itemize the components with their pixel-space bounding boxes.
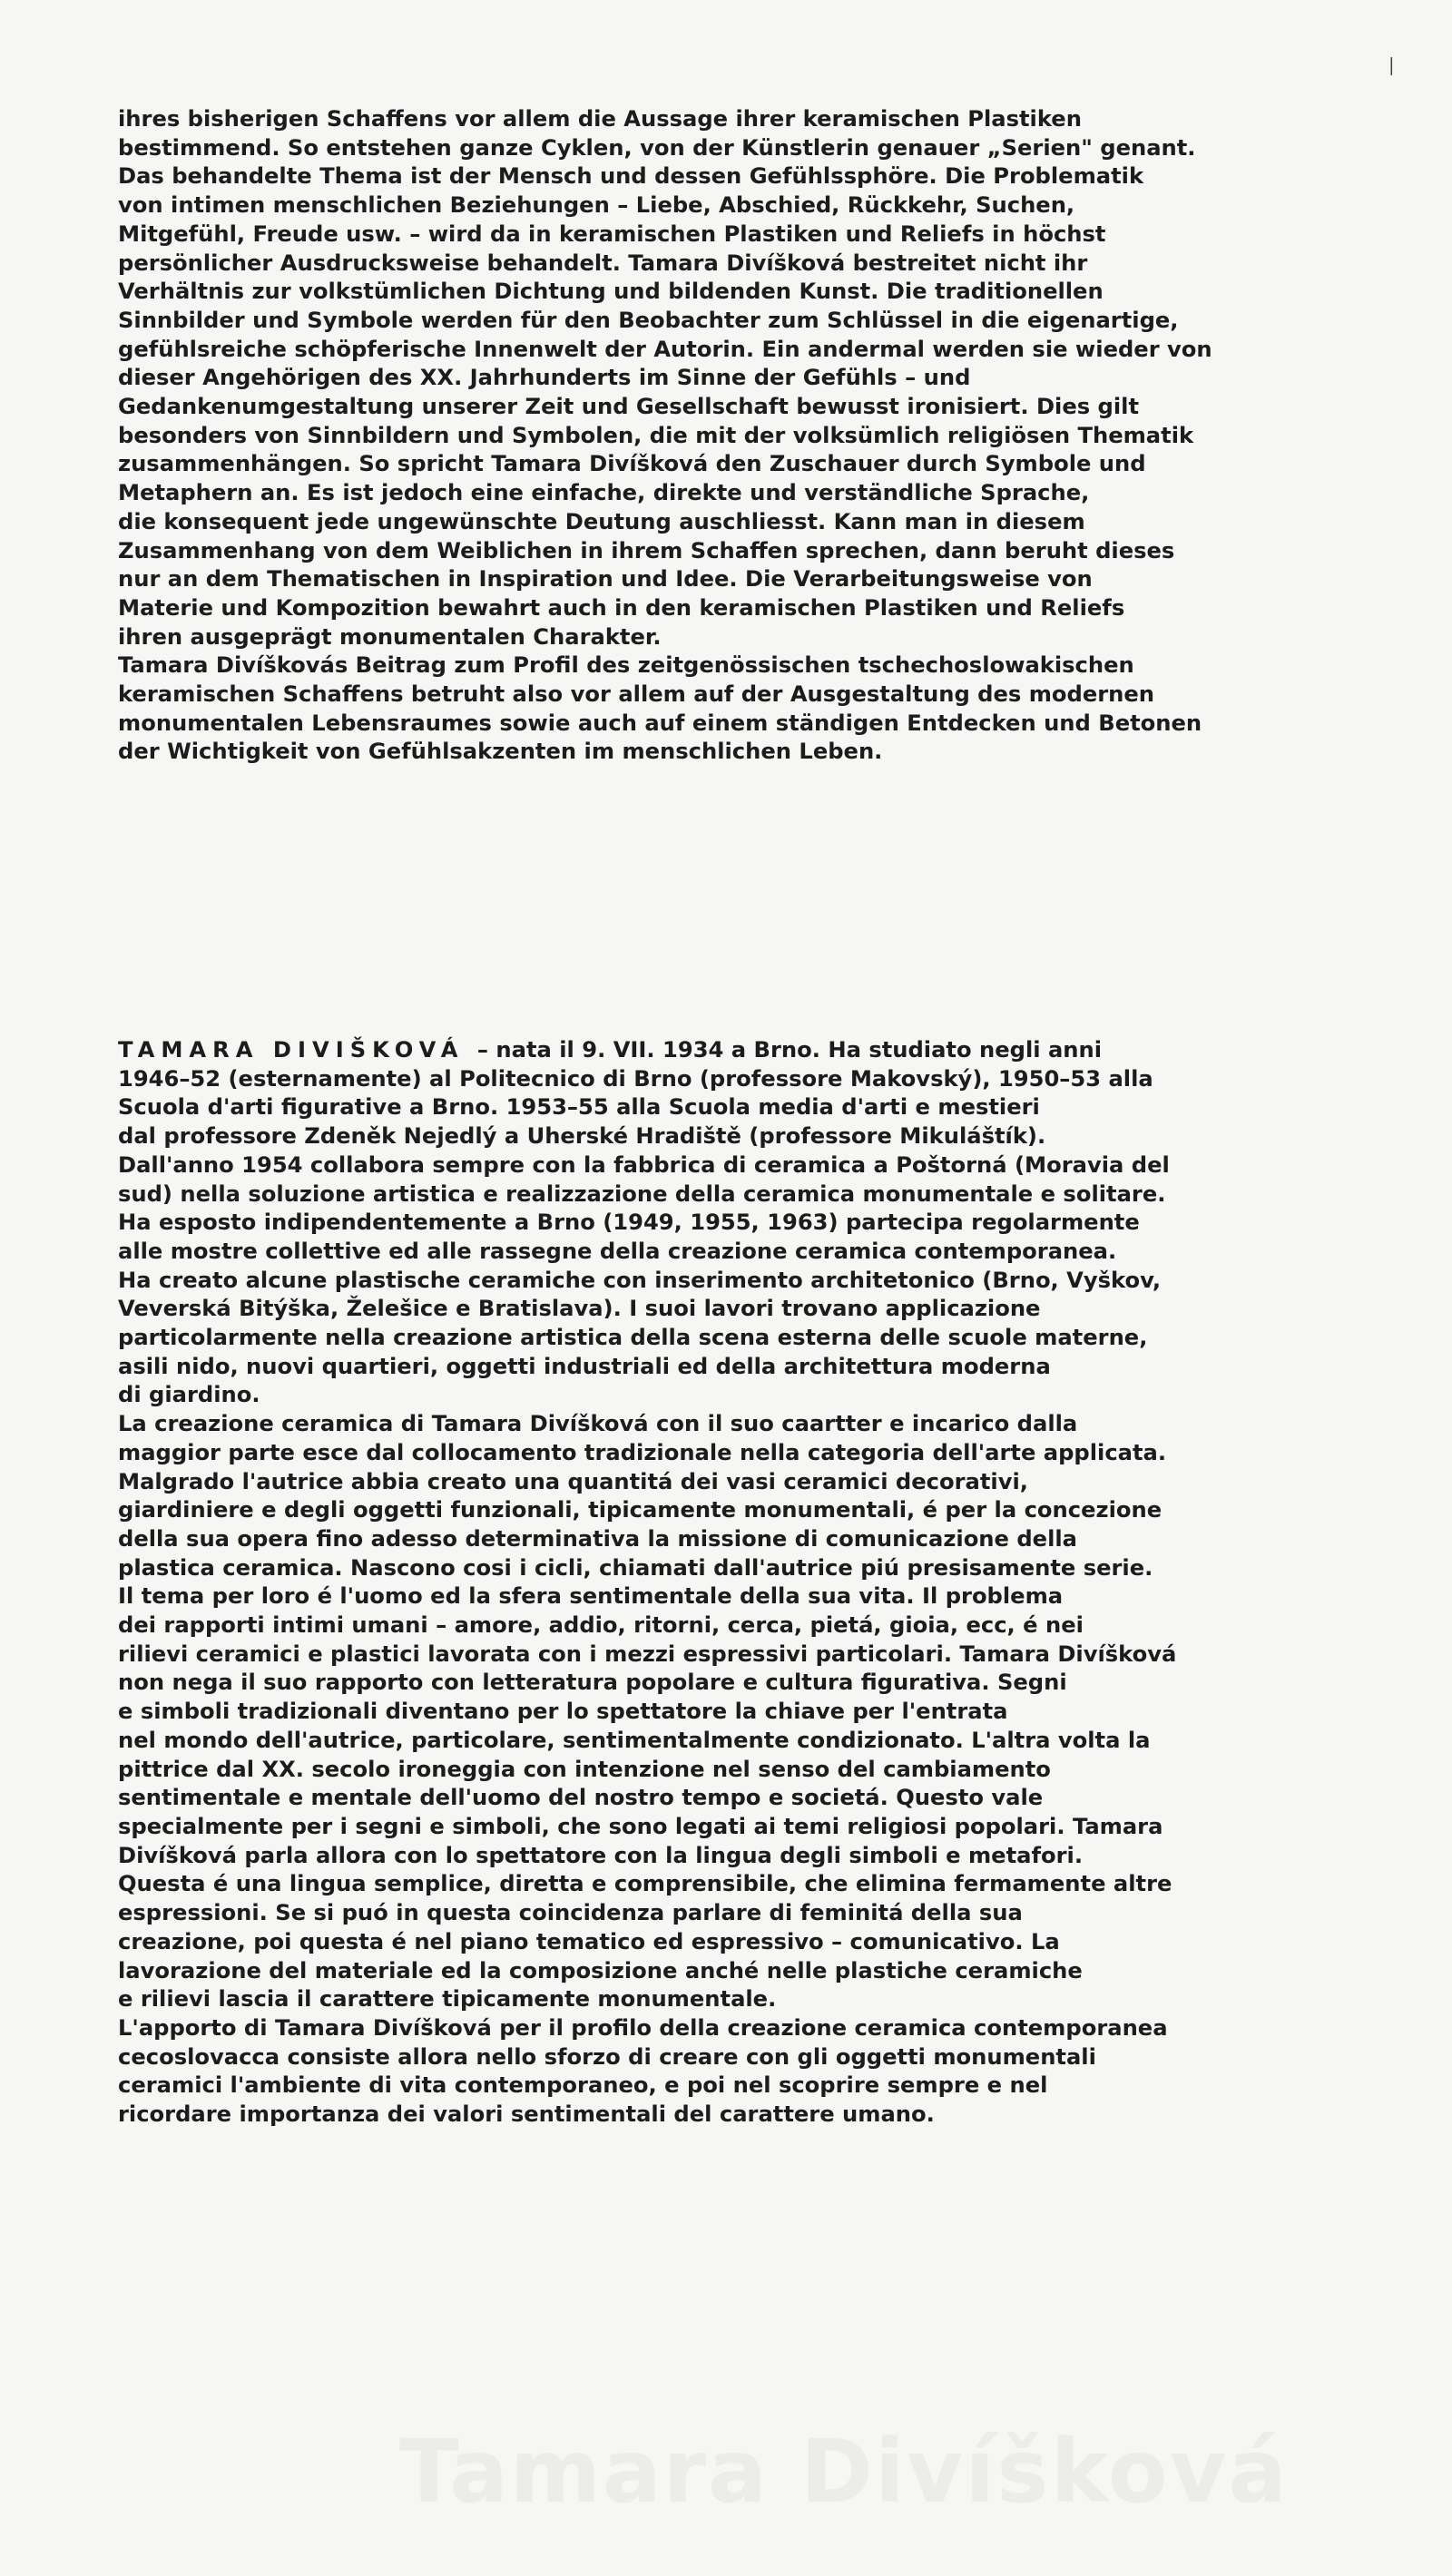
text-line: zusammenhängen. So spricht Tamara Divíšková den Zuschauer durch Symbole und <box>118 451 1146 477</box>
text-line: non nega il suo rapporto con letteratura popolare e cultura figurativa. Segni <box>118 1670 1067 1696</box>
text-line: specialmente per i segni e simboli, che sono legati ai temi religiosi popolari. Tamara <box>118 1813 1163 1839</box>
text-line: Ha esposto indipendentemente a Brno (1949, 1955, 1963) partecipa regolarmente <box>118 1210 1140 1236</box>
text-line: 1946–52 (esternamente) al Politecnico di Brno (professore Makovský), 1950–53 alla <box>118 1065 1153 1092</box>
text-line: Malgrado l'autrice abbia creato una quantitá dei vasi ceramici decorativi, <box>118 1468 1028 1494</box>
text-line: Divíšková parla allora con lo spettatore con la lingua degli simboli e metafori. <box>118 1842 1084 1868</box>
text-line: sentimentale e mentale dell'uomo del nostro tempo e societá. Questo vale <box>118 1785 1044 1811</box>
text-line: Materie und Kompozition bewahrt auch in den keramischen Plastiken und Reliefs <box>118 594 1125 621</box>
text-line: Dall'anno 1954 collabora sempre con la fabbrica di ceramica a Poštorná (Moravia del <box>118 1151 1170 1178</box>
text-line: giardiniere e degli oggetti funzionali, tipicamente monumentali, é per la concezione <box>118 1497 1163 1523</box>
biography-first-line: – nata il 9. VII. 1934 a Brno. Ha studiato negli anni <box>476 1037 1103 1063</box>
text-line: della sua opera fino adesso determinativa la missione di comunicazione della <box>118 1525 1077 1552</box>
page-marker: — <box>1380 56 1403 76</box>
german-text-section <box>118 105 1334 767</box>
text-line: ceramici l'ambiente di vita contemporaneo, e poi nel scoprire sempre e nel <box>118 2072 1048 2099</box>
text-line: Das behandelte Thema ist der Mensch und dessen Gefühlssphöre. Die Problematik <box>118 163 1144 190</box>
text-line: nel mondo dell'autrice, particolare, sentimentalmente condizionato. L'altra volta la <box>118 1727 1151 1753</box>
text-line: der Wichtigkeit von Gefühlsakzenten im menschlichen Leben. <box>118 739 883 765</box>
text-line: Zusammenhang von dem Weiblichen in ihrem Schaffen sprechen, dann beruht dieses <box>118 537 1175 563</box>
text-line: cecoslovacca consiste allora nello sforzo di creare con gli oggetti monumentali <box>118 2043 1096 2070</box>
text-line: Sinnbilder und Symbole werden für den Beobachter zum Schlüssel in die eigenartige, <box>118 307 1179 333</box>
text-line: e simboli tradizionali diventano per lo spettatore la chiave per l'entrata <box>118 1699 1008 1725</box>
text-line: dei rapporti intimi umani – amore, addio, ritorni, cerca, pietá, gioia, ecc, é nei <box>118 1612 1084 1639</box>
text-line: bestimmend. So entstehen ganze Cyklen, von der Künstlerin genauer „Serien" genant. <box>118 134 1196 161</box>
text-line: Il tema per loro é l'uomo ed la sfera sentimentale della sua vita. Il problema <box>118 1583 1064 1610</box>
text-line: lavorazione del materiale ed la composizione anché nelle plastiche ceramiche <box>118 1957 1083 1983</box>
text-line: espressioni. Se si puó in questa coincidenza parlare di feminitá della sua <box>118 1900 1023 1926</box>
watermark-title: Tamara Divíšková <box>399 2421 1290 2522</box>
text-line: creazione, poi questa é nel piano tematico ed espressivo – comunicativo. La <box>118 1928 1060 1954</box>
text-line: pittrice dal XX. secolo ironeggia con intenzione nel senso del cambiamento <box>118 1756 1051 1782</box>
text-line: monumentalen Lebensraumes sowie auch auf einem ständigen Entdecken und Betonen <box>118 710 1202 736</box>
text-line: asili nido, nuovi quartieri, oggetti industriali ed della architettura moderna <box>118 1353 1051 1379</box>
text-line: ihres bisherigen Schaffens vor allem die Aussage ihrer keramischen Plastiken <box>118 106 1082 132</box>
text-line: plastica ceramica. Nascono cosi i cicli, chiamati dall'autrice piú presisamente serie. <box>118 1554 1153 1581</box>
text-line: Ha creato alcune plastische ceramiche con inserimento architetonico (Brno, Vyškov, <box>118 1267 1162 1293</box>
text-line: di giardino. <box>118 1382 260 1408</box>
text-line: keramischen Schaffens betruht also vor allem auf der Ausgestaltung des modernen <box>118 681 1155 708</box>
text-line: die konsequent jede ungewünschte Deutung auschliesst. Kann man in diesem <box>118 508 1085 534</box>
text-line: e rilievi lascia il carattere tipicamente monumentale. <box>118 1986 777 2013</box>
text-line: alle mostre collettive ed alle rassegne della creazione ceramica contemporanea. <box>118 1238 1117 1264</box>
text-line: von intimen menschlichen Beziehungen – Liebe, Abschied, Rückkehr, Suchen, <box>118 192 1075 219</box>
text-line: rilievi ceramici e plastici lavorata con i mezzi espressivi particolari. Tamara Divíšková <box>118 1641 1177 1667</box>
text-line: dal professore Zdeněk Nejedlý a Uherské Hradiště (professore Mikuláštík). <box>118 1123 1046 1150</box>
biography-heading-line <box>118 1036 1334 1065</box>
text-line: dieser Angehörigen des XX. Jahrhunderts im Sinne der Gefühls – und <box>118 365 971 391</box>
text-line: Scuola d'arti figurative a Brno. 1953–55 alla Scuola media d'arti e mestieri <box>118 1094 1040 1121</box>
text-line: Veverská Bitýška, Želešice e Bratislava). I suoi lavori trovano applicazione <box>118 1296 1041 1322</box>
text-line: ricordare importanza dei valori sentimentali del carattere umano. <box>118 2101 935 2128</box>
text-line: Metaphern an. Es ist jedoch eine einfache, direkte und verständliche Sprache, <box>118 480 1090 506</box>
artist-name: TAMARA DIVIŠKOVÁ <box>118 1037 465 1063</box>
text-line: particolarmente nella creazione artistica della scena esterna delle scuole materne, <box>118 1325 1148 1351</box>
text-line: gefühlsreiche schöpferische Innenwelt der Autorin. Ein andermal werden sie wieder von <box>118 336 1212 362</box>
text-line: Mitgefühl, Freude usw. – wird da in keramischen Plastiken und Reliefs in höchst <box>118 220 1106 247</box>
text-line: Verhältnis zur volkstümlichen Dichtung und bildenden Kunst. Die traditionellen <box>118 279 1104 305</box>
italian-biography-section <box>118 1036 1334 2130</box>
text-line: L'apporto di Tamara Divíšková per il profilo della creazione ceramica contemporanea <box>118 2014 1168 2041</box>
text-line: ihren ausgeprägt monumentalen Charakter. <box>118 623 662 650</box>
text-line: Tamara Divíškovás Beitrag zum Profil des zeitgenössischen tschechoslowakischen <box>118 652 1134 679</box>
text-line: persönlicher Ausdrucksweise behandelt. Tamara Divíšková bestreitet nicht ihr <box>118 250 1088 276</box>
text-line: Questa é una lingua semplice, diretta e comprensibile, che elimina fermamente altre <box>118 1871 1172 1897</box>
text-line: Gedankenumgestaltung unserer Zeit und Gesellschaft bewusst ironisiert. Dies gilt <box>118 394 1140 420</box>
text-line: maggior parte esce dal collocamento tradizionale nella categoria dell'arte applicata. <box>118 1439 1167 1465</box>
text-line: besonders von Sinnbildern und Symbolen, die mit der volksümlich religiösen Thematik <box>118 422 1194 448</box>
text-line: sud) nella soluzione artistica e realizzazione della ceramica monumentale e solitare. <box>118 1180 1166 1207</box>
text-line: nur an dem Thematischen in Inspiration und Idee. Die Verarbeitungsweise von <box>118 566 1093 593</box>
text-line: La creazione ceramica di Tamara Divíšková con il suo caartter e incarico dalla <box>118 1411 1078 1437</box>
